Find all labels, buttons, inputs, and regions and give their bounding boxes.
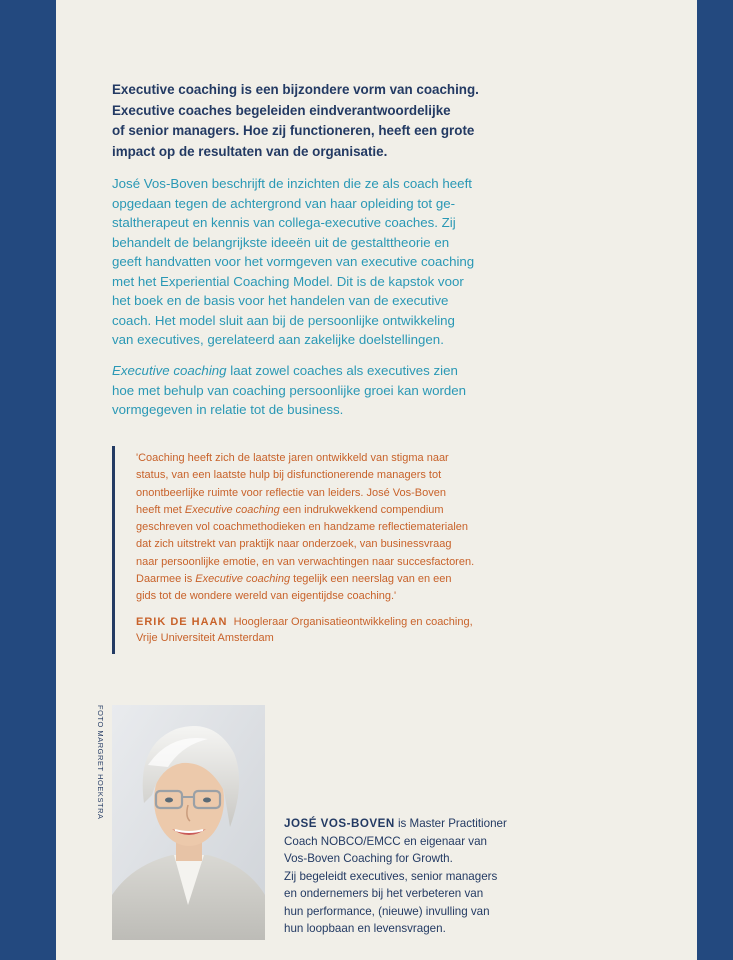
endorsement-quote [112,446,555,654]
author-bio [284,815,554,938]
quote-line: status, van een laatste hulp bij disfunctionerende managers tot [136,469,442,482]
quote-line: heeft met [136,503,185,516]
description-line: geeft handvatten voor het vormgeven van executive coaching [112,254,475,269]
quote-line: tegelijk een neerslag van en een [290,573,452,586]
portrait-illustration [112,705,265,940]
quote-author-affiliation: Vrije Universiteit Amsterdam [136,632,274,644]
bio-line: en ondernemers bij het verbeteren van [284,887,484,900]
description-line: het boek en de basis voor het handelen van de executive [112,293,449,308]
photo-credit: FOTO MARGRET HOEKSTRA [96,705,105,820]
quote-line: 'Coaching heeft zich de laatste jaren ontwikkeld van stigma naar [136,452,449,464]
description-line: opgedaan tegen de achtergrond van haar opleiding tot ge- [112,195,456,211]
quote-line: Daarmee is [136,573,196,586]
bio-line: Coach NOBCO/EMCC en eigenaar van [284,834,487,848]
intro-paragraph [112,80,552,162]
summary-line: hoe met behulp van coaching persoonlijke groei kan worden [112,382,467,398]
quote-line: onontbeerlijke ruimte voor reflectie van leiders. José Vos-Boven [136,486,446,499]
summary-line: vormgegeven in relatie tot de business. [112,402,344,417]
description-line: met het Experiential Coaching Model. Dit is de kapstok voor [112,273,464,289]
quote-line: naar persoonlijke emotie, en van verwachtingen naar succesfactoren. [136,555,475,568]
bio-line: Vos-Boven Coaching for Growth. [284,852,453,865]
intro-line: Executive coaching is een bijzondere vorm van coaching. [112,82,479,97]
bio-line: hun performance, (nieuwe) invulling van [284,904,490,918]
description-line: staltherapeut en kennis van collega-executive coaches. Zij [112,215,456,230]
quote-line: dat zich uitstrekt van praktijk naar onderzoek, van businessvraag [136,538,452,551]
quote-author-role: Hoogleraar Organisatieontwikkeling en coaching, [233,616,473,628]
author-portrait [112,705,265,940]
quote-book-title: Executive coaching [184,503,280,516]
quote-book-title: Executive coaching [195,573,291,586]
description-line: van executives, gerelateerd aan zakelijke doelstellingen. [112,332,444,347]
quote-author-name: ERIK DE HAAN [136,616,228,628]
quote-text [136,450,556,606]
bio-line: hun loopbaan en levensvragen. [284,922,446,935]
bio-author-name: JOSÉ VOS-BOVEN [284,817,395,830]
quote-line: gids tot de wondere wereld van eigentijdse coaching.' [136,590,397,603]
description-line: coach. Het model sluit aan bij de persoonlijke ontwikkeling [112,312,455,328]
description-line: José Vos-Boven beschrijft de inzichten die ze als coach heeft [112,176,472,191]
intro-line: impact op de resultaten van de organisatie. [112,143,388,159]
intro-line: of senior managers. Hoe zij functioneren, heeft een grote [112,123,475,138]
quote-line: geschreven vol coachmethodieken en handzame reflectiematerialen [136,521,469,534]
description-line: behandelt de belangrijkste ideeën uit de gestalttheorie en [112,234,450,250]
intro-line: Executive coaches begeleiden eindverantwoordelijke [112,102,451,118]
bio-line: is Master Practitioner [394,817,507,830]
quote-line: een indrukwekkend compendium [279,503,444,516]
summary-paragraph [112,361,552,420]
book-title-italic: Executive coaching [112,363,227,378]
summary-line: laat zowel coaches als executives zien [226,363,458,378]
description-paragraph [112,174,552,350]
quote-attribution [136,614,556,646]
bio-line: Zij begeleidt executives, senior managers [284,869,498,883]
